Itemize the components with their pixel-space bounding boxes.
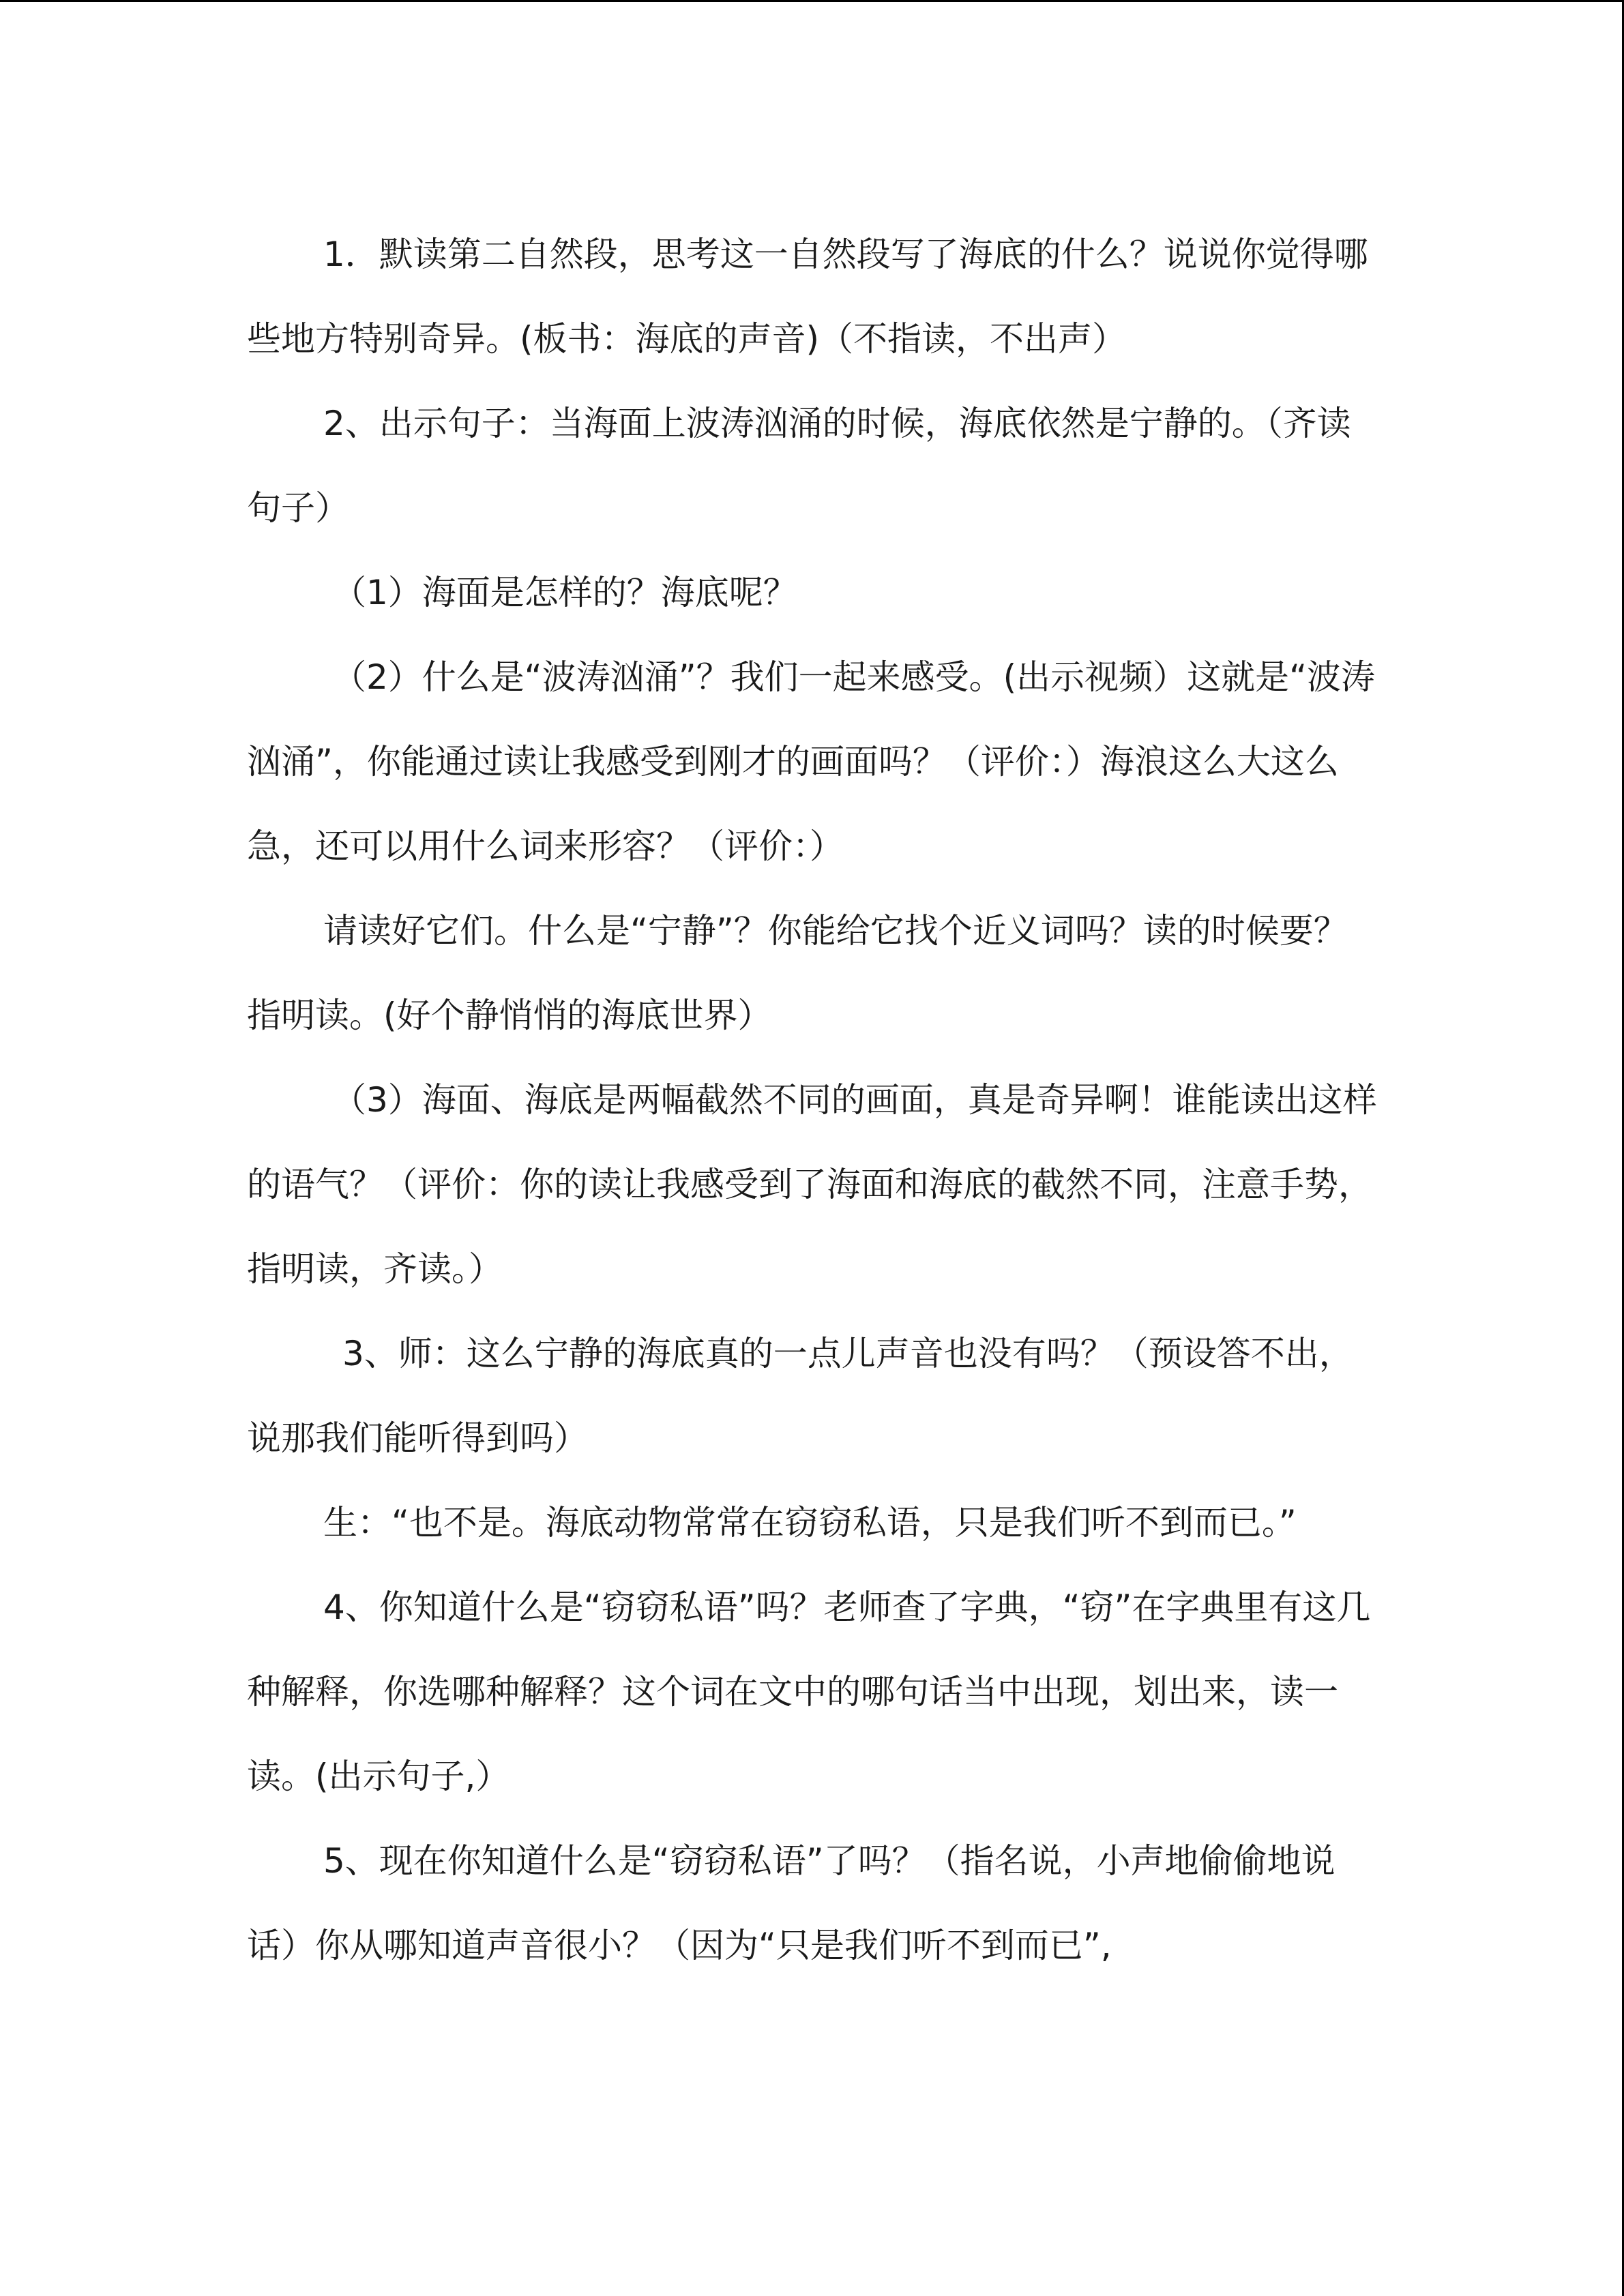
paragraph-7: 3、师：这么宁静的海底真的一点儿声音也没有吗？（预设答不出，说那我们能听得到吗） bbox=[247, 1334, 1353, 1458]
paragraph-4: （2）什么是“波涛汹涌”？我们一起来感受。(出示视频）这就是“波涛汹涌”，你能通过读让我感受到刚才的画面吗？（评价：）海浪这么大这么急，还可以用什么词来形容？（评价：） bbox=[247, 657, 1376, 866]
paragraph-2: 2、出示句子：当海面上波涛汹涌的时候，海底依然是宁静的。（齐读句子） bbox=[247, 404, 1351, 528]
paragraph-3: （1）海面是怎样的？海底呢？ bbox=[332, 573, 797, 612]
paragraph-6: （3）海面、海底是两幅截然不同的画面，真是奇异啊！谁能读出这样的语气？（评价：你的读让我感受到了海面和海底的截然不同，注意手势，指明读，齐读。） bbox=[247, 1080, 1377, 1289]
paragraph-1: 1．默读第二自然段，思考这一自然段写了海底的什么？说说你觉得哪些地方特别奇异。(板书：海底的声音)（不指读，不出声） bbox=[247, 235, 1368, 359]
paragraph-9: 4、你知道什么是“窃窃私语”吗？老师查了字典，“窃”在字典里有这几种解释，你选哪种解释？这个词在文中的哪句话当中出现，划出来，读一读。(出示句子,） bbox=[247, 1587, 1371, 1796]
paragraph-8: 生：“也不是。海底动物常常在窃窃私语，只是我们听不到而已。” bbox=[323, 1503, 1297, 1542]
paragraph-5: 请读好它们。什么是“宁静”？你能给它找个近义词吗？读的时候要？指明读。(好个静悄悄的海底世界） bbox=[247, 911, 1348, 1035]
document-body bbox=[247, 212, 1379, 1988]
paragraph-10: 5、现在你知道什么是“窃窃私语”了吗？（指名说，小声地偷偷地说话）你从哪知道声音很小？（因为“只是我们听不到而已”, bbox=[247, 1841, 1335, 1965]
